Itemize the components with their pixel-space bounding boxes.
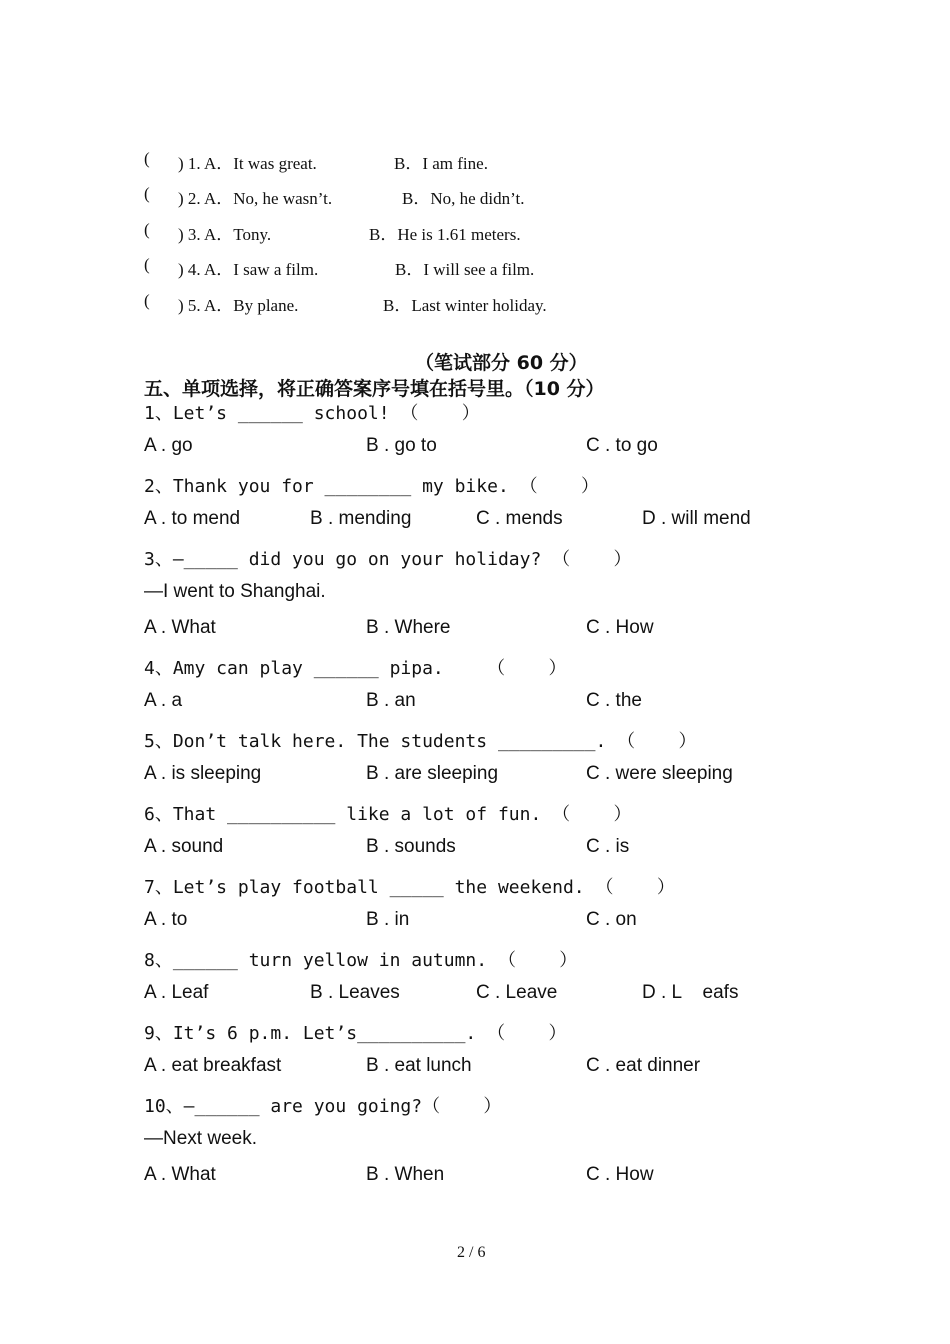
question-2-stem: 2、Thank you for ________ my bike. （ ） [144, 476, 599, 497]
q3-option-c: C . How [586, 617, 654, 638]
question-3-stem: 3、—_____ did you go on your holiday? （ ） [144, 549, 632, 570]
q1-option-a: A . go [144, 435, 193, 456]
q2-option-a: A . to mend [144, 508, 241, 529]
question-4-stem: 4、Amy can play ______ pipa. （ ） [144, 658, 567, 679]
answer-paren: ( [144, 255, 150, 274]
answer-paren: ( [144, 184, 150, 203]
q4-option-c: C . the [586, 690, 642, 711]
q1-option-b: B . go to [366, 435, 437, 456]
question-5-stem: 5、Don’t talk here. The students _________. （ ） [144, 731, 697, 752]
q8-option-c: C . Leave [476, 982, 558, 1003]
q7-option-c: C . on [586, 909, 637, 930]
option-b: B．No, he didn’t. [402, 189, 525, 208]
answer-paren: ( [144, 291, 150, 310]
question-9-stem: 9、It’s 6 p.m. Let’s__________. （ ） [144, 1023, 567, 1044]
q10-option-c: C . How [586, 1164, 654, 1185]
question-1-stem: 1、Let’s ______ school! （ ） [144, 403, 480, 424]
written-part-heading: （笔试部分 60 分） [415, 352, 588, 374]
q4-option-a: A . a [144, 690, 183, 711]
option-b: B．I will see a film. [395, 260, 535, 279]
q5-option-a: A . is sleeping [144, 763, 262, 784]
section-title: 五、单项选择，将正确答案序号填在括号里。（10 分） [144, 378, 605, 400]
option-a: ) 5. A．By plane. [178, 296, 299, 315]
q10-option-a: A . What [144, 1164, 216, 1185]
q4-option-b: B . an [366, 690, 416, 711]
q8-option-d: D . L eafs [642, 982, 739, 1003]
q3-option-a: A . What [144, 617, 216, 638]
question-6-stem: 6、That __________ like a lot of fun. （ ） [144, 804, 632, 825]
option-b: B．Last winter holiday. [383, 296, 547, 315]
q9-option-a: A . eat breakfast [144, 1055, 282, 1076]
question-7-stem: 7、Let’s play football _____ the weekend. （ ） [144, 877, 675, 898]
q9-option-c: C . eat dinner [586, 1055, 701, 1076]
option-b: B．I am fine. [394, 154, 488, 173]
option-a: ) 2. A．No, he wasn’t. [178, 189, 333, 208]
q10-answer-line: —Next week. [144, 1128, 257, 1149]
option-b: B．He is 1.61 meters. [369, 225, 521, 244]
q6-option-c: C . is [586, 836, 630, 857]
q9-option-b: B . eat lunch [366, 1055, 472, 1076]
q8-option-b: B . Leaves [310, 982, 400, 1003]
q5-option-b: B . are sleeping [366, 763, 499, 784]
option-a: ) 1. A．It was great. [178, 154, 317, 173]
q2-option-d: D . will mend [642, 508, 751, 529]
q8-option-a: A . Leaf [144, 982, 209, 1003]
option-a: ) 3. A．Tony. [178, 225, 272, 244]
q10-option-b: B . When [366, 1164, 445, 1185]
q6-option-b: B . sounds [366, 836, 456, 857]
q2-option-c: C . mends [476, 508, 563, 529]
q3-option-b: B . Where [366, 617, 451, 638]
question-10-stem: 10、—______ are you going?（ ） [144, 1096, 502, 1117]
q3-answer-line: —I went to Shanghai. [144, 581, 326, 602]
q5-option-c: C . were sleeping [586, 763, 733, 784]
question-8-stem: 8、______ turn yellow in autumn. （ ） [144, 950, 578, 971]
q1-option-c: C . to go [586, 435, 658, 456]
answer-paren: ( [144, 149, 150, 168]
q2-option-b: B . mending [310, 508, 412, 529]
q7-option-b: B . in [366, 909, 410, 930]
option-a: ) 4. A．I saw a film. [178, 260, 319, 279]
q7-option-a: A . to [144, 909, 188, 930]
answer-paren: ( [144, 220, 150, 239]
q6-option-a: A . sound [144, 836, 224, 857]
page-number: 2 / 6 [457, 1244, 486, 1261]
